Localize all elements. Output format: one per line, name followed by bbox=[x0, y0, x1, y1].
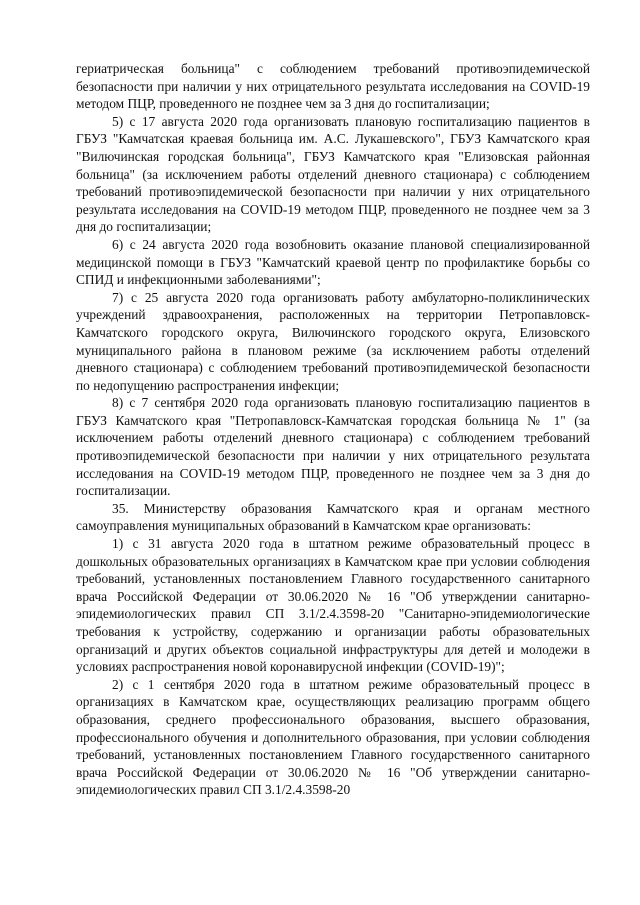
paragraph-item-8: 8) с 7 сентября 2020 года организовать плановую госпитализацию пациентов в ГБУЗ Камчатского края "Петропавловск-Камчатская городская больница № 1" (за исключением работы отделений дневного стационара) с соблюдением требований противоэпидемической безопасности при наличии у них отрицательного результата исследования на COVID-19 методом ПЦР, проведенного не позднее чем за 3 дня до госпитализации. bbox=[76, 395, 590, 499]
paragraph-item-5: 5) с 17 августа 2020 года организовать плановую госпитализацию пациентов в ГБУЗ "Камчатская краевая больница им. А.С. Лукашевского", ГБУЗ Камчатского края "Вилючинская городская больница", ГБУЗ Камчатского края "Елизовская районная больница" (за исключением работы отделений дневного стационара) с соблюдением требований противоэпидемической безопасности при наличии у них отрицательного результата исследования на COVID-19 методом ПЦР, проведенного не позднее чем за 3 дня до госпитализации; bbox=[76, 113, 590, 235]
paragraph-item-7: 7) с 25 августа 2020 года организовать работу амбулаторно-поликлинических учреждений здравоохранения, расположенных на территории Петропавловск-Камчатского городского округа, Вилючинского городского округа, Елизовского муниципального района в плановом режиме (за исключением работы отделений дневного стационара) с соблюдением требований противоэпидемической безопасности по недопущению распространения инфекции; bbox=[76, 289, 590, 393]
paragraph-continuation: гериатрическая больница" с соблюдением требований противоэпидемической безопасности при наличии у них отрицательного результата исследования на COVID-19 методом ПЦР, проведенного не позднее чем за 3 дня до госпитализации; bbox=[76, 61, 590, 112]
paragraph-item-6: 6) с 24 августа 2020 года возобновить оказание плановой специализированной медицинской помощи в ГБУЗ "Камчатский краевой центр по профилактике борьбы со СПИД и инфекционными заболеваниями"; bbox=[76, 236, 590, 288]
paragraph-section-35-item-2: 2) с 1 сентября 2020 года в штатном режиме образовательный процесс в организациях в Камчатском крае, осуществляющих реализацию программ общего образования, среднего профессионального образования, высшего образования, профессионального обучения и дополнительного образования, при условии соблюдения требований, установленных постановлением Главного государственного санитарного врача Российской Федерации от 30.06.2020 № 16 "Об утверждении санитарно-эпидемиологических правил СП 3.1/2.4.3598-20 bbox=[76, 676, 590, 798]
paragraph-section-35-item-1: 1) с 31 августа 2020 года в штатном режиме образовательный процесс в дошкольных образовательных организациях в Камчатском крае при условии соблюдения требований, установленных постановлением Главного государственного санитарного врача Российской Федерации от 30.06.2020 № 16 "Об утверждении санитарно-эпидемиологических правил СП 3.1/2.4.3598-20 "Санитарно-эпидемиологические требования к устройству, содержанию и организации работы образовательных организаций и других объектов социальной инфраструктуры для детей и молодежи в условиях распространения новой коронавирусной инфекции (COVID-19)"; bbox=[76, 536, 590, 675]
paragraph-section-35: 35. Министерству образования Камчатского края и органам местного самоуправления муниципальных образований в Камчатском крае организовать: bbox=[76, 500, 590, 534]
